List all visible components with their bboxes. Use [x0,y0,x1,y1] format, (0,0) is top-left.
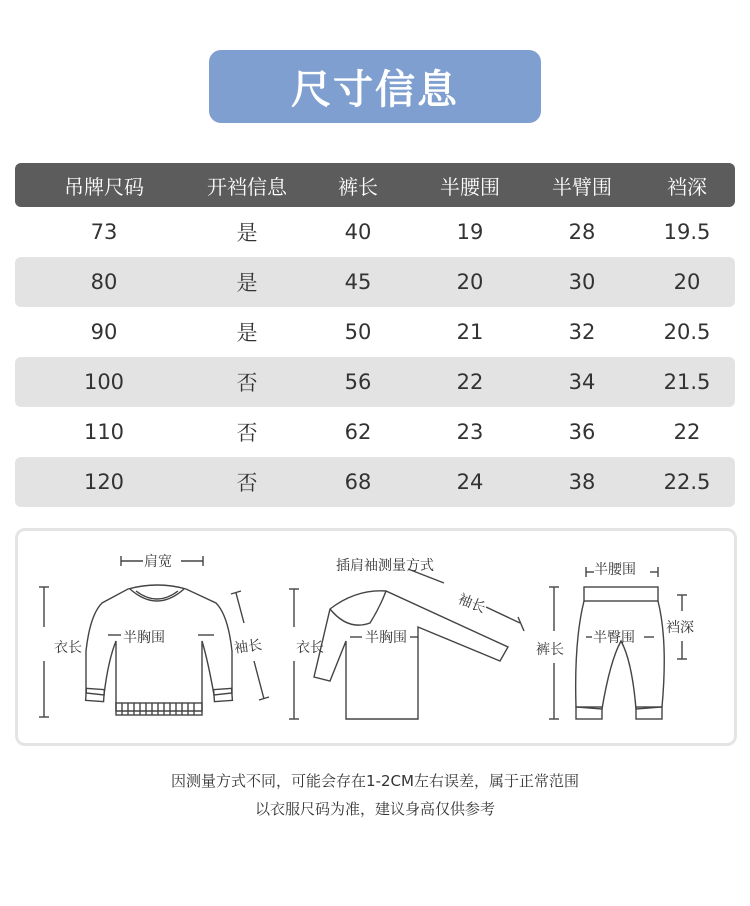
table-row [15,357,735,407]
header-rise: 裆深 [667,174,707,199]
header-half-waist: 半腰围 [440,174,500,199]
table-row [15,307,735,357]
cell-pants-length: 40 [344,220,372,244]
cell-rise: 21.5 [663,370,711,394]
cell-size: 80 [90,270,118,294]
cell-size: 73 [90,220,118,244]
cell-open-crotch: 否 [236,471,258,495]
cell-size: 110 [83,420,125,444]
cell-half-waist: 24 [456,470,484,494]
label-raglan-caption: 插肩袖测量方式 [336,558,434,574]
cell-rise: 19.5 [663,220,711,244]
measurement-diagram [15,528,737,746]
cell-half-hip: 36 [568,420,596,444]
cell-half-hip: 28 [568,220,596,244]
cell-size: 100 [83,370,125,394]
label-raglan-body-length: 衣长 [296,640,324,656]
cell-half-hip: 30 [568,270,596,294]
page-title: 尺寸信息 [291,67,459,113]
header-open-crotch: 开裆信息 [207,174,287,199]
cell-open-crotch: 是 [236,221,258,245]
label-half-hip: 半臀围 [593,630,635,646]
cell-rise: 22 [673,420,701,444]
cell-pants-length: 68 [344,470,372,494]
note-tolerance: 因测量方式不同，可能会存在1-2CM左右误差，属于正常范围 [171,772,579,790]
label-body-length: 衣长 [54,640,82,656]
cell-rise: 22.5 [663,470,711,494]
header-pants-length: 裤长 [338,174,378,199]
cell-size: 90 [90,320,118,344]
note-size-reference: 以衣服尺码为准，建议身高仅供参考 [254,800,495,818]
label-rise: 裆深 [666,620,694,636]
cell-pants-length: 50 [344,320,372,344]
label-raglan-sleeve-length: 袖长 [455,591,488,617]
table-header [15,163,735,207]
cell-half-waist: 19 [456,220,484,244]
label-raglan-half-chest: 半胸围 [365,630,407,646]
cell-half-hip: 38 [568,470,596,494]
table-row [15,257,735,307]
cell-open-crotch: 否 [236,421,258,445]
table-row [15,207,735,257]
label-half-chest: 半胸围 [123,630,165,646]
table-row [15,457,735,507]
cell-half-hip: 34 [568,370,596,394]
label-shoulder-width: 肩宽 [144,554,172,570]
cell-open-crotch: 是 [236,271,258,295]
cell-half-hip: 32 [568,320,596,344]
cell-pants-length: 56 [344,370,372,394]
cell-half-waist: 22 [456,370,484,394]
header-half-hip: 半臂围 [552,174,612,199]
title-badge [209,50,541,123]
cell-half-waist: 23 [456,420,484,444]
cell-rise: 20.5 [663,320,711,344]
cell-rise: 20 [673,270,701,294]
size-table [15,163,735,507]
label-sleeve-length: 袖长 [233,637,264,657]
cell-open-crotch: 是 [236,321,258,345]
cell-pants-length: 62 [344,420,372,444]
header-size: 吊牌尺码 [64,174,144,199]
cell-half-waist: 20 [456,270,484,294]
cell-size: 120 [83,470,125,494]
cell-open-crotch: 否 [236,371,258,395]
table-row [15,407,735,457]
label-half-waist: 半腰围 [594,562,636,578]
cell-half-waist: 21 [456,320,484,344]
label-pants-length: 裤长 [536,642,564,658]
cell-pants-length: 45 [344,270,372,294]
